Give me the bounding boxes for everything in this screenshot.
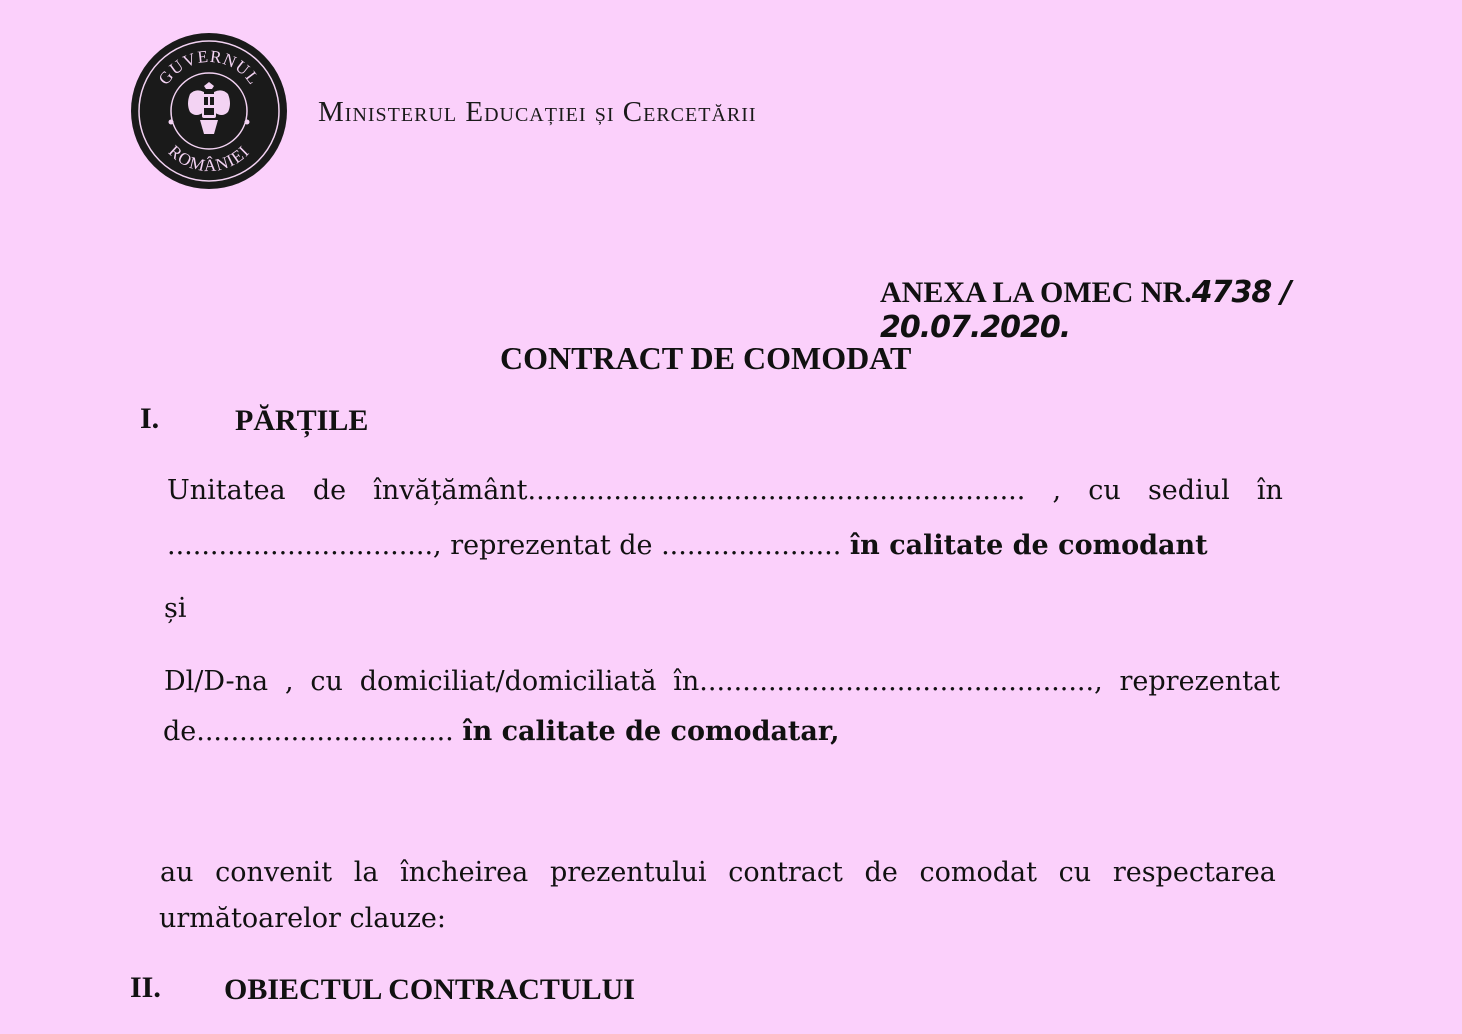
party2-role: în calitate de comodatar, (462, 716, 840, 747)
svg-text:ROMÂNIEI: ROMÂNIEI (164, 141, 254, 176)
word: au (160, 857, 194, 888)
word: de (864, 857, 898, 888)
government-seal-logo (130, 32, 288, 190)
word: în.............................................., (673, 666, 1103, 697)
party2-line1 (164, 666, 1280, 697)
ministry-name: Ministerul Educației și Cercetării (318, 96, 757, 128)
word: , (284, 666, 294, 697)
section-2-title: OBIECTUL CONTRACTULUI (224, 973, 635, 1006)
party2-representative: de.............................. (163, 716, 463, 747)
document-title: CONTRACT DE COMODAT (500, 340, 912, 376)
section-1-title: PĂRȚILE (235, 404, 369, 437)
word: sediul (1147, 475, 1230, 506)
word: Dl/D-na (164, 666, 269, 697)
section-1-number: I. (140, 402, 160, 435)
word: încheirea (400, 857, 529, 888)
annex-handwritten-number: 4738 / 20.07.2020. (880, 275, 1291, 345)
annex-label: ANEXA LA OMEC NR. (880, 276, 1192, 309)
word: de (312, 475, 347, 506)
agreement-line2: următoarelor clauze: (159, 903, 447, 934)
agreement-line1 (160, 857, 1276, 888)
word: învățământ.......................................................... (373, 475, 1026, 506)
word: domiciliat/domiciliată (359, 666, 657, 697)
word: cu (1088, 475, 1121, 506)
svg-text:GUVERNUL: GUVERNUL (154, 46, 264, 89)
word: cu (310, 666, 343, 697)
party1-line2 (167, 530, 1208, 561)
annex-reference (880, 275, 1462, 345)
conjunction-si: și (164, 593, 187, 624)
party1-line1 (167, 475, 1283, 506)
party1-role: în calitate de comodant (849, 530, 1208, 561)
word: la (353, 857, 379, 888)
word: convenit (215, 857, 333, 888)
word: prezentului (549, 857, 707, 888)
party2-line2 (163, 716, 840, 747)
word: , (1052, 475, 1062, 506)
word: cu (1058, 857, 1092, 888)
party1-representative: ..............................., reprezentat de ..................... (167, 530, 850, 561)
section-2-number: II. (130, 971, 161, 1004)
word: reprezentat (1119, 666, 1280, 697)
word: respectarea (1112, 857, 1276, 888)
word: Unitatea (167, 475, 286, 506)
word: în (1256, 475, 1283, 506)
word: comodat (919, 857, 1037, 888)
word: contract (728, 857, 843, 888)
